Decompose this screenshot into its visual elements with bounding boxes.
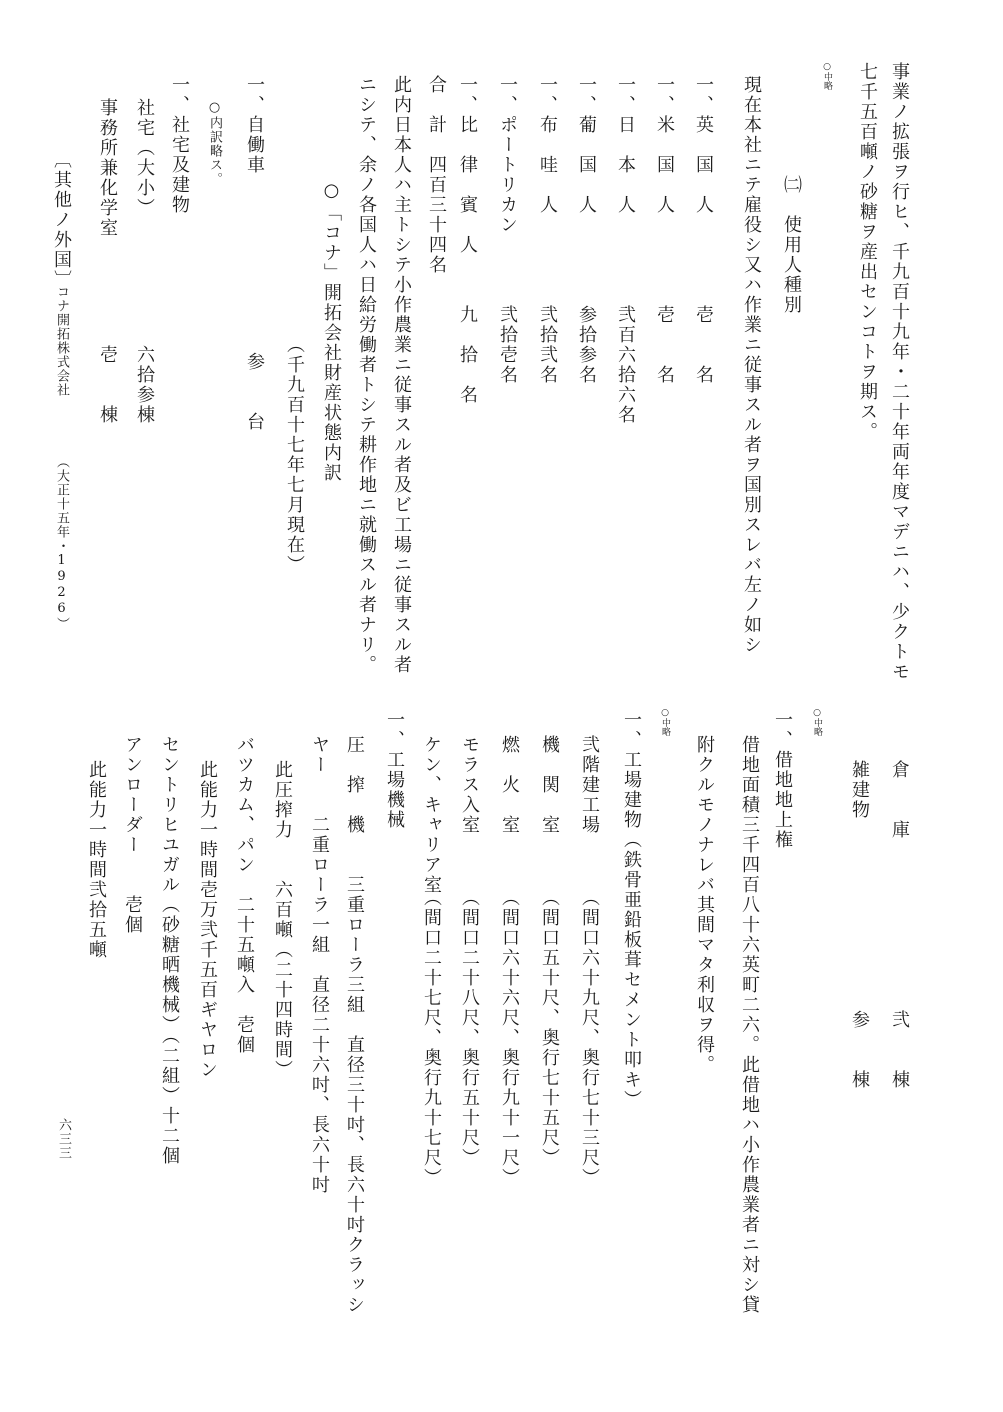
text-line: 附クルモノナレバ其間マタ利収ヲ得。 bbox=[694, 735, 715, 1075]
worker-nationality: 一、米 国 人 bbox=[654, 75, 675, 215]
factory-room-size: （間口二十七尺、奥行九十七尺） bbox=[421, 888, 442, 1188]
property-item: 雑建物 bbox=[849, 760, 870, 820]
factory-room-size: （間口五十尺、奥行七十五尺） bbox=[539, 888, 560, 1168]
section-heading: 一、工場機械 bbox=[384, 710, 405, 830]
property-count: 壱 棟 bbox=[97, 345, 118, 425]
factory-room-size: （間口六十九尺、奥行七十三尺） bbox=[579, 888, 600, 1188]
worker-total: 合 計 四百三十四名 bbox=[426, 75, 447, 275]
machine-line: 此能力一時間弐拾五噸 bbox=[86, 760, 107, 960]
worker-count: 弐百六拾六名 bbox=[615, 305, 636, 425]
footer-company: コナ開拓株式会社 bbox=[54, 285, 69, 397]
machine-line: アンローダー 壱個 bbox=[122, 735, 143, 935]
property-count: 弐 棟 bbox=[889, 1010, 910, 1090]
worker-nationality: 一、布 哇 人 bbox=[537, 75, 558, 215]
worker-count: 壱 名 bbox=[693, 305, 714, 385]
machine-line: 此圧搾力 六百噸（二十四時間） bbox=[272, 760, 293, 1080]
footer-tag: 〔其他ノ外国〕 bbox=[51, 150, 72, 290]
factory-room: ケン、キャリア室 bbox=[421, 735, 442, 895]
omission-note: ○内訳略ス。 bbox=[207, 100, 222, 186]
section-heading: ○「コナ」開拓会社財産状態内訳 bbox=[321, 180, 342, 483]
factory-room-size: （間口六十六尺、奥行九十一尺） bbox=[499, 888, 520, 1188]
property-count: 参 棟 bbox=[849, 1010, 870, 1090]
machine-line: セントリヒユガル（砂糖晒機械）（二組）十二個 bbox=[159, 735, 180, 1166]
date-note: （千九百十七年七月現在） bbox=[284, 335, 305, 575]
property-subitem: 事務所兼化学室 bbox=[97, 98, 118, 238]
worker-count: 弐拾弐名 bbox=[537, 305, 558, 385]
text-line: 現在本社ニテ雇役シ又ハ作業ニ従事スル者ヲ国別スレバ左ノ如シ bbox=[741, 75, 762, 655]
machine-line: バツカム、パン 二十五噸入 壱個 bbox=[234, 735, 255, 1055]
text-line: 事業ノ拡張ヲ行ヒ、千九百十九年・二十年両年度マデニハ、少クトモ bbox=[889, 62, 910, 682]
factory-room-size: （間口二十八尺、奥行五十尺） bbox=[459, 888, 480, 1168]
property-item: 一、自働車 bbox=[244, 75, 265, 175]
factory-room: 燃 火 室 bbox=[499, 735, 520, 835]
worker-nationality: 一、日 本 人 bbox=[615, 75, 636, 215]
section-heading: 一、借地地上権 bbox=[772, 710, 793, 850]
worker-count: 参拾参名 bbox=[576, 305, 597, 385]
worker-count: 壱 名 bbox=[654, 305, 675, 385]
text-line: 此内日本人ハ主トシテ小作農業ニ従事スル者及ビ工場ニ従事スル者 bbox=[391, 75, 412, 675]
property-count: 参 台 bbox=[244, 352, 265, 432]
worker-nationality: 一、比 律 賓 人 bbox=[457, 75, 478, 255]
property-item: 倉 庫 bbox=[889, 760, 910, 840]
property-count: 六拾参棟 bbox=[134, 345, 155, 425]
worker-count: 九 拾 名 bbox=[457, 305, 478, 405]
factory-room: 機 関 室 bbox=[539, 735, 560, 835]
section-heading: 一、工場建物（鉄骨亜鉛板葺セメント叩キ） bbox=[621, 710, 642, 1110]
property-item: 一、社宅及建物 bbox=[169, 75, 190, 215]
property-subitem: 社宅（大小） bbox=[134, 98, 155, 218]
factory-room: モラス入室 bbox=[459, 735, 480, 835]
machine-line: ヤー 二重ローラ一組 直径二十六吋、長六十吋 bbox=[309, 735, 330, 1195]
section-heading: ㈡ 使用人種別 bbox=[781, 175, 802, 315]
text-line: 借地面積三千四百八十六英町二六。此借地ハ小作農業者ニ対シ貸 bbox=[739, 735, 760, 1315]
text-line: 七千五百噸ノ砂糖ヲ産出センコトヲ期ス。 bbox=[857, 62, 878, 442]
omission-note: ○中略 bbox=[812, 708, 822, 736]
omission-note: ○中略 bbox=[660, 708, 670, 736]
footer-year: （大正十五年・1926） bbox=[54, 455, 69, 631]
text-line: ニシテ、余ノ各国人ハ日給労働者トシテ耕作地ニ就働スル者ナリ。 bbox=[356, 75, 377, 675]
page-number: 六三三 bbox=[56, 1118, 71, 1160]
factory-room: 弐階建工場 bbox=[579, 735, 600, 835]
worker-nationality: 一、ポートリカン bbox=[497, 75, 518, 235]
omission-note: ○中略 bbox=[822, 62, 832, 90]
worker-nationality: 一、英 国 人 bbox=[693, 75, 714, 215]
machine-line: 圧 搾 機 三重ローラ三組 直径三十吋、長六十吋クラッシ bbox=[344, 735, 365, 1315]
worker-count: 弐拾壱名 bbox=[497, 305, 518, 385]
worker-nationality: 一、葡 国 人 bbox=[576, 75, 597, 215]
machine-line: 此能力一時間壱万弐千五百ギヤロン bbox=[197, 760, 218, 1080]
